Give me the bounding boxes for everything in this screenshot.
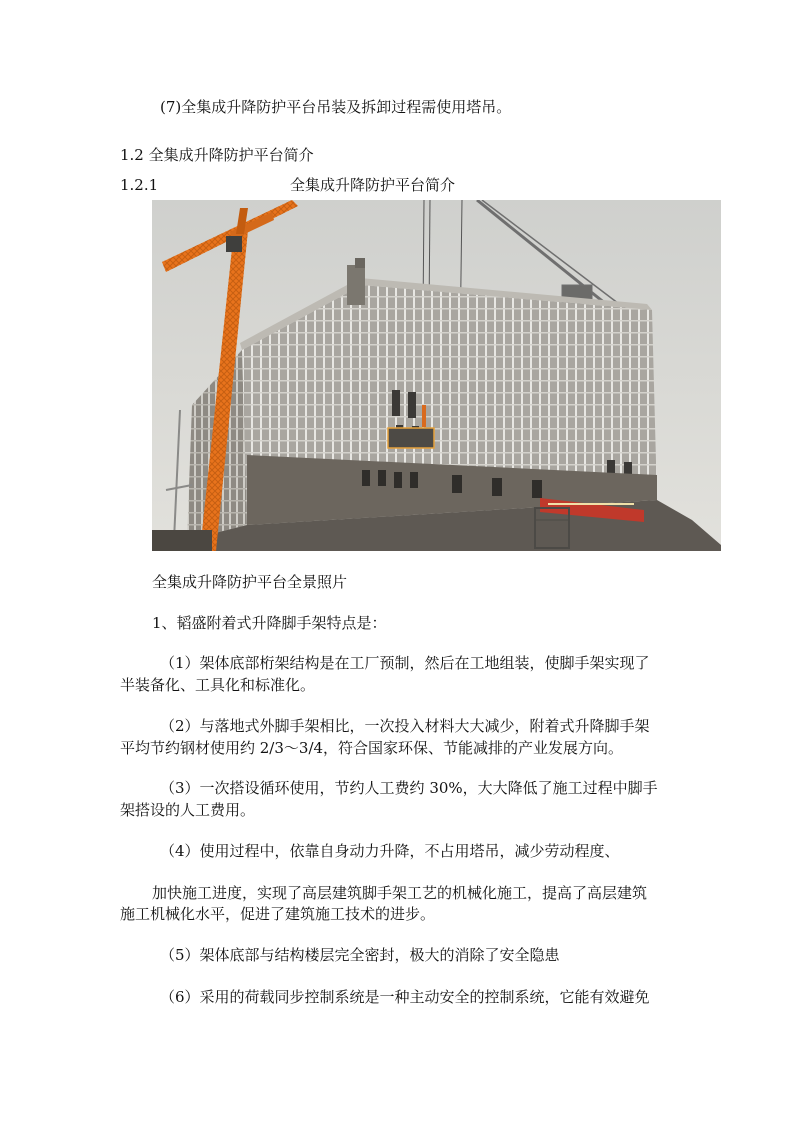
feature-1-line-2: 半装备化、工具化和标准化。 <box>120 676 316 694</box>
feature-4-line-2: 加快施工进度，实现了高层建筑脚手架工艺的机械化施工，提高了高层建筑 <box>152 884 648 902</box>
feature-2-line-1: （2）与落地式外脚手架相比，一次投入材料大大减少，附着式升降脚手架 <box>160 717 650 735</box>
features-intro: 1、韬盛附着式升降脚手架特点是： <box>152 614 387 632</box>
section-heading-1-2: 1.2 全集成升降防护平台简介 <box>120 146 314 164</box>
subsection-number-1-2-1: 1.2.1 <box>120 176 159 194</box>
construction-site-photo <box>152 200 721 551</box>
feature-2-line-2: 平均节约钢材使用约 2/3～3/4，符合国家环保、节能减排的产业发展方向。 <box>120 739 624 757</box>
feature-3-line-1: （3）一次搭设循环使用，节约人工费约 30%，大大降低了施工过程中脚手 <box>160 779 658 797</box>
photo-caption: 全集成升降防护平台全景照片 <box>152 573 348 591</box>
feature-6-line-1: （6）采用的荷载同步控制系统是一种主动安全的控制系统，它能有效避免 <box>160 988 650 1006</box>
feature-1-line-1: （1）架体底部桁架结构是在工厂预制，然后在工地组装，使脚手架实现了 <box>160 654 650 672</box>
feature-3-line-2: 架搭设的人工费用。 <box>120 801 256 819</box>
paragraph-item-7: (7)全集成升降防护平台吊装及拆卸过程需使用塔吊。 <box>160 98 512 116</box>
feature-4-line-1: （4）使用过程中，依靠自身动力升降，不占用塔吊，减少劳动程度、 <box>160 842 620 860</box>
feature-4-line-3: 施工机械化水平，促进了建筑施工技术的进步。 <box>120 905 436 923</box>
feature-5: （5）架体底部与结构楼层完全密封，极大的消除了安全隐患 <box>160 946 560 964</box>
subsection-title-1-2-1: 全集成升降防护平台简介 <box>290 176 456 194</box>
